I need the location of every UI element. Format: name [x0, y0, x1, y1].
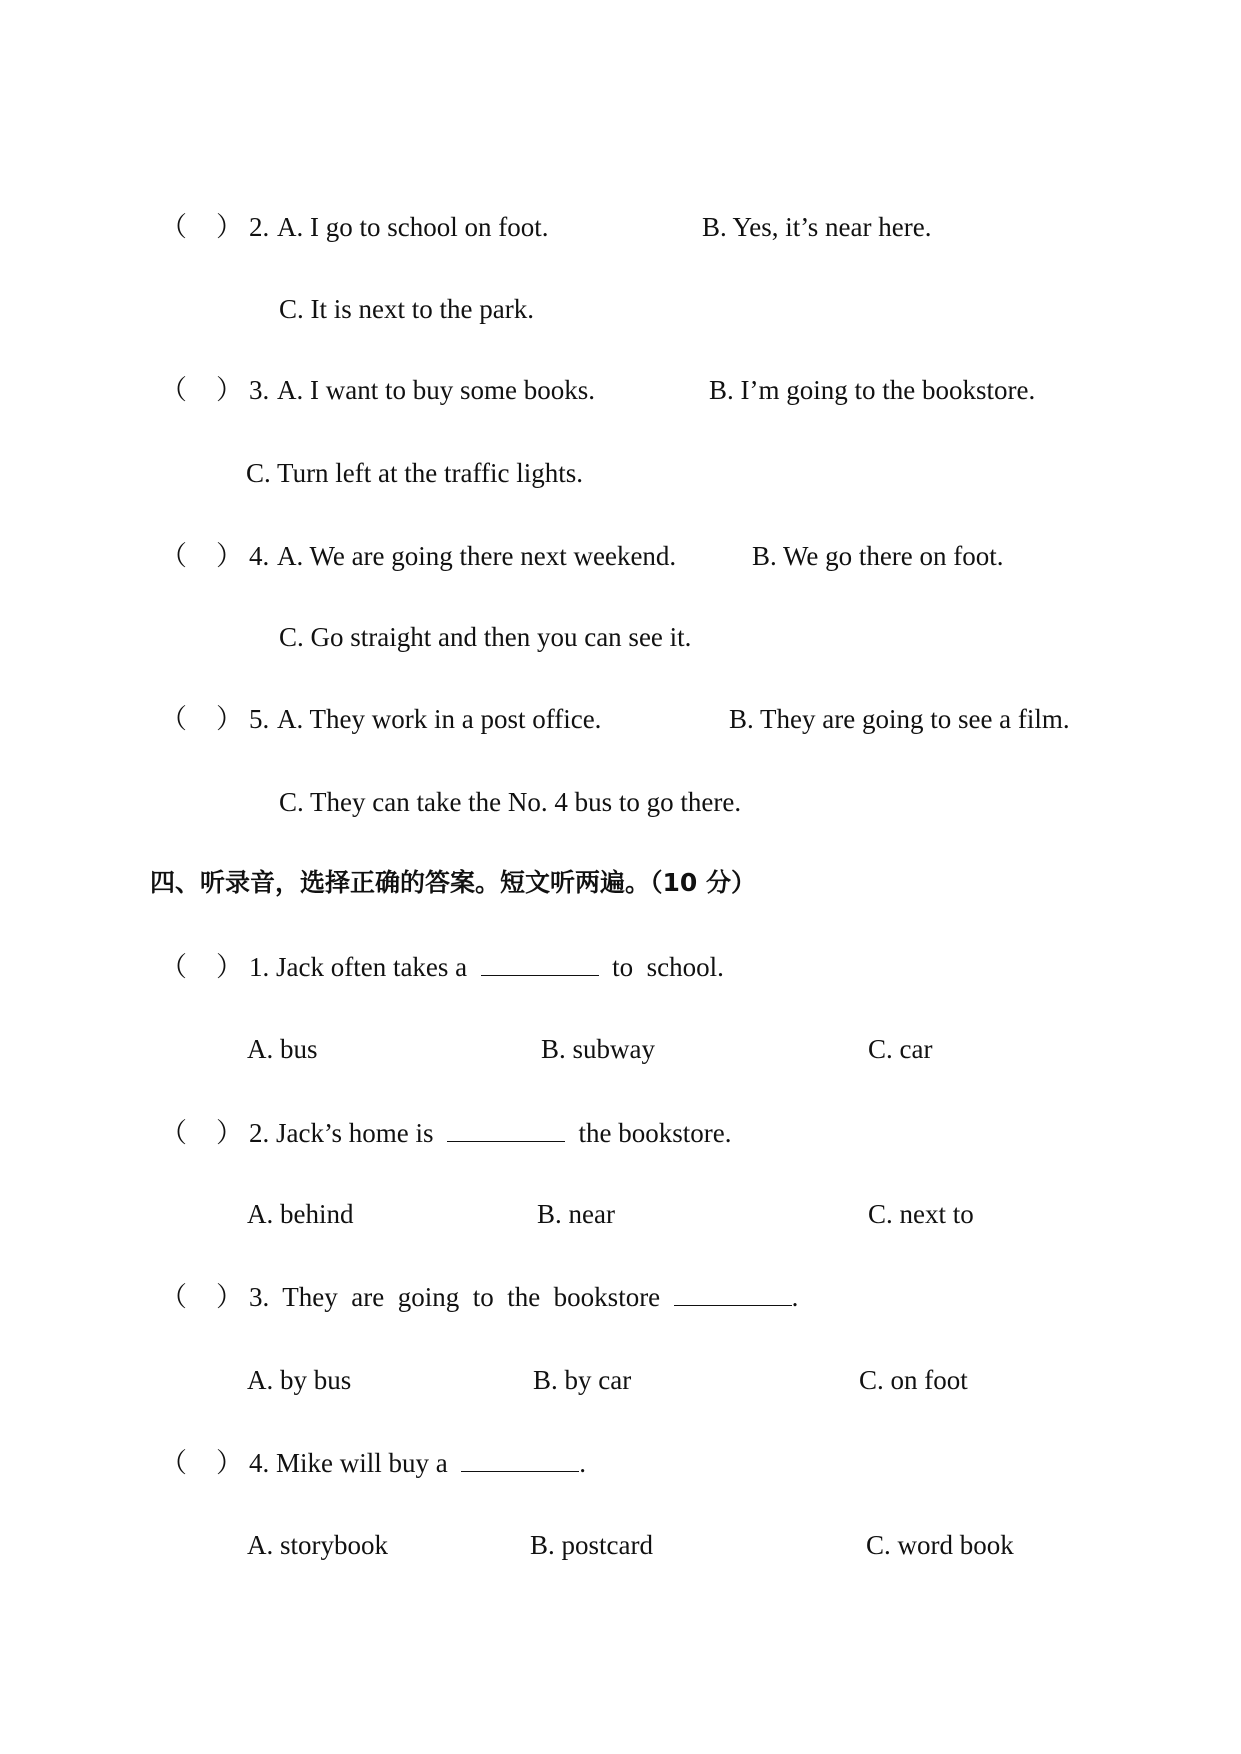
question-number: 4.: [249, 541, 270, 571]
option-a: A. by bus: [247, 1365, 352, 1395]
section-heading: 四、听录音，选择正确的答案。短文听两遍。（10 分）: [150, 868, 756, 897]
answer-paren-open: （: [160, 1118, 187, 1148]
option-b: B. subway: [541, 1034, 655, 1064]
option-c: C. car: [868, 1034, 933, 1064]
option-c: C. Go straight and then you can see it.: [279, 622, 692, 652]
answer-paren-open: （: [160, 952, 187, 982]
option-c: C. It is next to the park.: [279, 294, 534, 324]
option-b: B. by car: [533, 1365, 632, 1395]
answer-blank: [674, 1283, 792, 1306]
answer-paren-close: ）: [216, 952, 243, 982]
answer-paren-close: ）: [216, 212, 243, 242]
answer-paren-close: ）: [216, 1282, 243, 1312]
option-c: C. next to: [868, 1199, 974, 1229]
question-text-end: .: [579, 1448, 586, 1478]
option-c: C. They can take the No. 4 bus to go there.: [279, 787, 742, 817]
question-text-end: the bookstore.: [578, 1118, 732, 1148]
answer-blank: [481, 953, 599, 976]
answer-paren-open: （: [160, 704, 187, 734]
answer-paren-open: （: [160, 212, 187, 242]
answer-paren-open: （: [160, 1448, 187, 1478]
question-text: 4. Mike will buy a: [249, 1448, 448, 1478]
option-b: B. Yes, it’s near here.: [702, 212, 932, 242]
option-c: C. on foot: [859, 1365, 968, 1395]
option-a: A. storybook: [247, 1530, 388, 1560]
option-b: B. near: [537, 1199, 615, 1229]
answer-paren-close: ）: [216, 1448, 243, 1478]
option-a: A. I want to buy some books.: [277, 375, 595, 405]
answer-paren-close: ）: [216, 541, 243, 571]
question-number: 3.: [249, 375, 270, 405]
question-number: 5.: [249, 704, 270, 734]
option-c: C. Turn left at the traffic lights.: [246, 458, 583, 488]
option-a: A. behind: [247, 1199, 354, 1229]
question-text-end: .: [791, 1282, 799, 1312]
option-a: A. They work in a post office.: [277, 704, 602, 734]
answer-paren-open: （: [160, 1282, 187, 1312]
option-b: B. We go there on foot.: [752, 541, 1004, 571]
answer-paren-open: （: [160, 375, 187, 405]
question-text: 1. Jack often takes a: [249, 952, 468, 982]
option-a: A. I go to school on foot.: [277, 212, 549, 242]
option-b: B. postcard: [530, 1530, 653, 1560]
answer-blank: [461, 1449, 579, 1472]
option-a: A. We are going there next weekend.: [277, 541, 677, 571]
option-a: A. bus: [247, 1034, 318, 1064]
answer-paren-close: ）: [216, 1118, 243, 1148]
answer-paren-close: ）: [216, 704, 243, 734]
option-b: B. I’m going to the bookstore.: [709, 375, 1036, 405]
option-b: B. They are going to see a film.: [729, 704, 1070, 734]
question-text: 3. They are going to the bookstore: [249, 1282, 661, 1312]
question-number: 2.: [249, 212, 270, 242]
question-text-end: to school.: [612, 952, 724, 982]
answer-blank: [447, 1119, 565, 1142]
option-c: C. word book: [866, 1530, 1014, 1560]
answer-paren-close: ）: [216, 375, 243, 405]
question-text: 2. Jack’s home is: [249, 1118, 434, 1148]
answer-paren-open: （: [160, 541, 187, 571]
